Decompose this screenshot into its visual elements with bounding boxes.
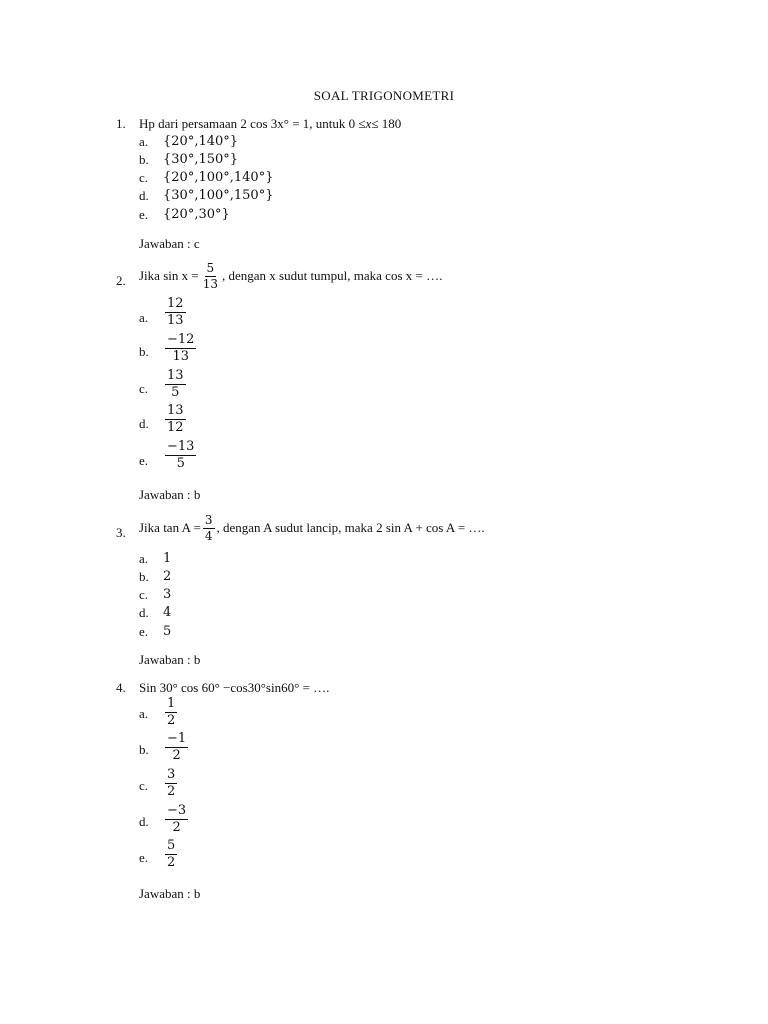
fraction — [165, 839, 177, 869]
question-text-part: , dengan A sudut lancip, maka 2 sin A + cos A = …. — [216, 520, 485, 536]
question-text: Sin 30° cos 60° −cos30°sin60° = …. — [139, 680, 330, 695]
answer-key: Jawaban : c — [139, 236, 200, 251]
fraction-denominator: 13 — [202, 276, 218, 291]
question-number: 1. — [116, 116, 126, 131]
option-letter: d. — [139, 416, 149, 431]
question-text — [139, 514, 485, 542]
option-letter: a. — [139, 310, 149, 325]
fraction — [203, 514, 215, 542]
option-letter: e. — [139, 453, 149, 468]
option-value — [163, 732, 190, 762]
option-letter: b. — [139, 742, 149, 757]
option-value — [163, 333, 198, 363]
fraction-denominator: 12 — [167, 419, 184, 435]
option-letter: c. — [139, 587, 149, 602]
fraction-numerator: −13 — [167, 439, 195, 454]
fraction-numerator: 1 — [167, 696, 176, 711]
option-value — [163, 804, 190, 834]
fraction — [165, 804, 188, 834]
fraction-denominator: 5 — [171, 384, 180, 400]
option-letter: d. — [139, 605, 149, 620]
answer-key: Jawaban : b — [139, 886, 201, 901]
option-value — [163, 440, 198, 470]
answer-key: Jawaban : b — [139, 487, 201, 502]
fraction-numerator: 13 — [167, 403, 184, 418]
option-letter: c. — [139, 170, 149, 185]
fraction — [165, 697, 177, 727]
fraction-numerator: 3 — [167, 767, 176, 782]
option-value: 4 — [163, 605, 172, 620]
option-letter: c. — [139, 778, 149, 793]
fraction-denominator: 2 — [172, 747, 181, 763]
option-letter: b. — [139, 569, 149, 584]
option-letter: e. — [139, 207, 149, 222]
option-value — [163, 768, 179, 798]
question-text-part: ≤ 180 — [371, 116, 402, 131]
question-number: 2. — [116, 273, 126, 288]
fraction — [165, 369, 186, 399]
option-value: {30°,100°,150°} — [163, 188, 274, 203]
fraction — [165, 440, 196, 470]
fraction-numerator: 5 — [167, 838, 176, 853]
fraction — [165, 333, 196, 363]
fraction-denominator: 2 — [167, 712, 176, 728]
option-value: 1 — [163, 551, 172, 566]
option-letter: e. — [139, 850, 149, 865]
option-letter: a. — [139, 551, 149, 566]
option-value: {20°,140°} — [163, 134, 239, 149]
fraction-denominator: 5 — [176, 455, 185, 471]
question-text — [139, 116, 401, 132]
fraction-denominator: 13 — [167, 312, 184, 328]
question-text-part: Jika tan A = — [139, 520, 201, 536]
fraction — [165, 768, 177, 798]
question-text-part: Hp dari persamaan 2 cos 3x° = 1, untuk 0 ≤ — [139, 116, 366, 131]
question-number: 4. — [116, 680, 126, 695]
fraction-numerator: 3 — [204, 513, 213, 527]
option-letter: a. — [139, 706, 149, 721]
question-text — [139, 262, 442, 290]
option-letter: e. — [139, 624, 149, 639]
fraction-numerator: −3 — [167, 803, 187, 818]
question-number: 3. — [116, 525, 126, 540]
fraction-denominator: 4 — [204, 528, 213, 543]
option-value — [163, 404, 188, 434]
option-letter: c. — [139, 381, 149, 396]
fraction-numerator: 13 — [167, 368, 184, 383]
option-value — [163, 697, 179, 727]
option-value — [163, 369, 188, 399]
option-value: {20°,30°} — [163, 207, 230, 222]
answer-key: Jawaban : b — [139, 652, 201, 667]
question-variable: x — [365, 116, 372, 131]
option-value: {30°,150°} — [163, 152, 239, 167]
fraction-denominator: 2 — [172, 819, 181, 835]
fraction — [165, 732, 188, 762]
option-value — [163, 839, 179, 869]
fraction-numerator: −12 — [167, 332, 195, 347]
option-value: 5 — [163, 624, 172, 639]
fraction-numerator: 5 — [206, 261, 215, 275]
fraction — [165, 404, 186, 434]
question-text-part: Jika sin x = — [139, 268, 199, 284]
option-letter: b. — [139, 152, 149, 167]
fraction — [201, 262, 220, 290]
option-letter: b. — [139, 344, 149, 359]
fraction-numerator: 12 — [167, 296, 184, 311]
fraction-denominator: 2 — [167, 854, 176, 870]
option-letter: a. — [139, 134, 149, 149]
question-text-part: , dengan x sudut tumpul, maka cos x = …. — [221, 268, 443, 284]
option-value — [163, 297, 188, 327]
fraction-denominator: 2 — [167, 783, 176, 799]
option-letter: d. — [139, 814, 149, 829]
option-letter: d. — [139, 188, 149, 203]
option-value: 3 — [163, 587, 172, 602]
fraction-numerator: −1 — [167, 731, 187, 746]
option-value: {20°,100°,140°} — [163, 170, 274, 185]
page-title: SOAL TRIGONOMETRI — [313, 88, 455, 103]
option-value: 2 — [163, 569, 172, 584]
fraction-denominator: 13 — [172, 348, 189, 364]
fraction — [165, 297, 186, 327]
